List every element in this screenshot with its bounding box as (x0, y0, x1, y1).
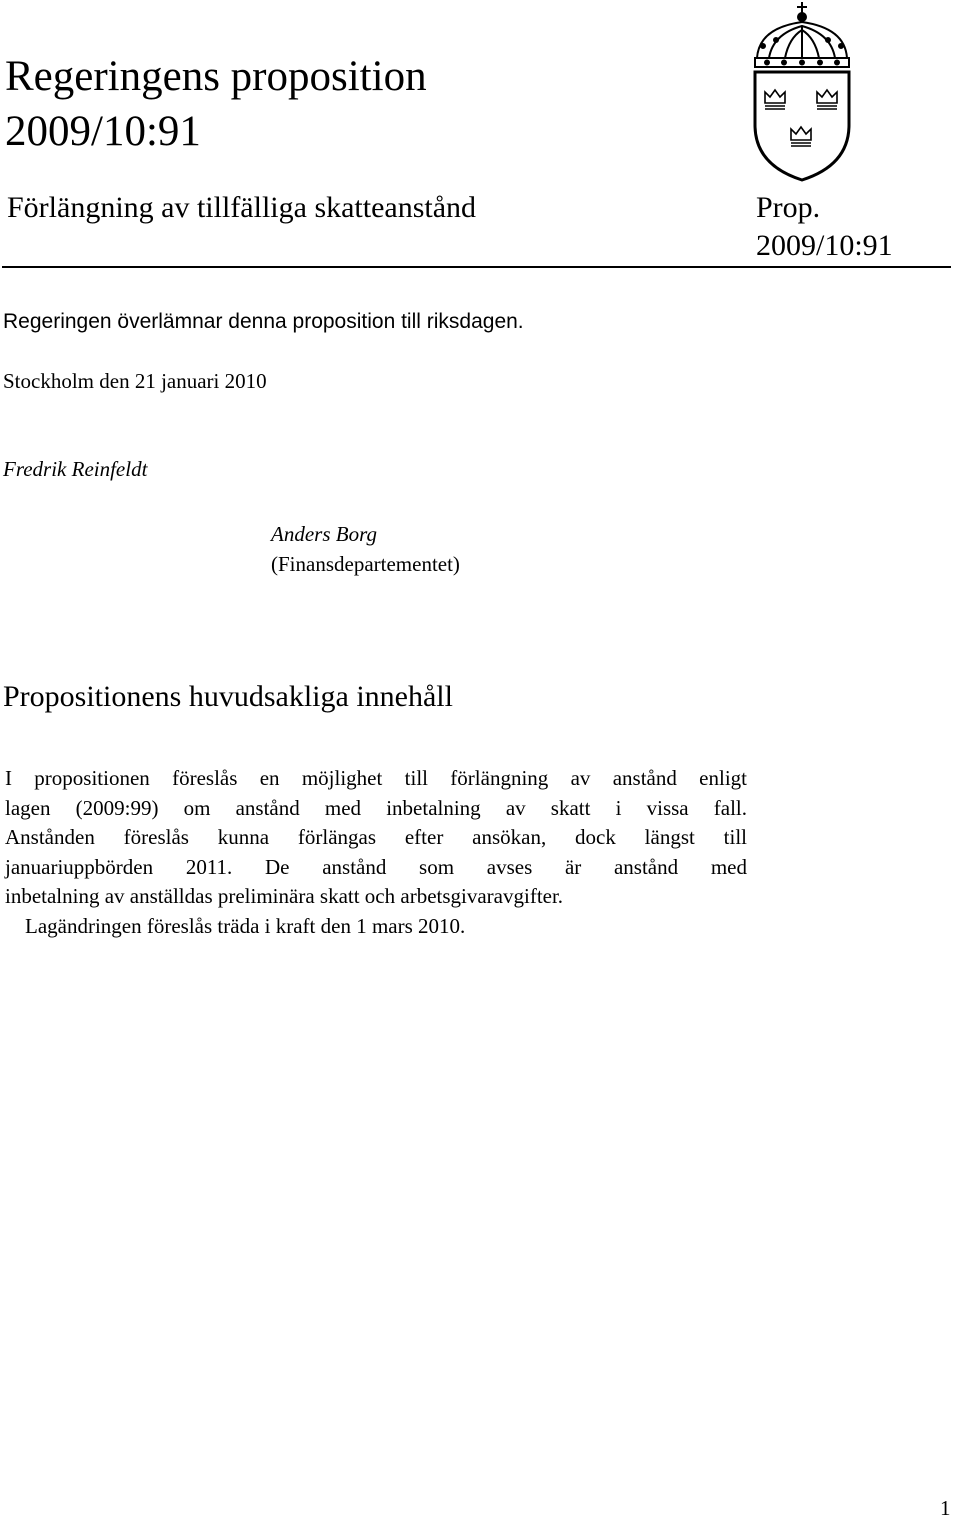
summary-line: lagen (2009:99) om anstånd med inbetalning av skatt i vissa fall. (5, 795, 747, 820)
signature-prime-minister: Fredrik Reinfeldt (3, 457, 148, 481)
header-divider (2, 266, 951, 268)
place-and-date: Stockholm den 21 januari 2010 (3, 369, 267, 393)
submission-statement: Regeringen överlämnar denna proposition till riksdagen. (3, 310, 524, 333)
prop-number: 2009/10:91 (756, 229, 893, 262)
summary-line: inbetalning av anställdas preliminära skatt och arbetsgivaravgifter. (5, 884, 564, 909)
document-title-line2: 2009/10:91 (5, 108, 201, 155)
page-number: 1 (940, 1496, 951, 1520)
document-title-line1: Regeringens proposition (5, 53, 427, 100)
summary-line: I propositionen föreslås en möjlighet till förlängning av anstånd enligt (5, 766, 747, 790)
signature-department: (Finansdepartementet) (271, 552, 460, 576)
summary-line: Anstånden föreslås kunna förlängas efter ansökan, dock längst till (5, 825, 747, 850)
summary-line: januariuppbörden 2011. De anstånd som avses är anstånd med (5, 854, 747, 879)
document-subtitle: Förlängning av tillfälliga skatteanstånd (7, 191, 477, 224)
swedish-coat-of-arms-icon (749, 0, 855, 184)
prop-label: Prop. (756, 191, 821, 224)
summary-line: Lagändringen föreslås träda i kraft den 1 mars 2010. (25, 913, 466, 938)
summary-paragraph (5, 764, 747, 942)
section-heading: Propositionens huvudsakliga innehåll (3, 680, 453, 713)
signature-minister: Anders Borg (271, 522, 377, 546)
